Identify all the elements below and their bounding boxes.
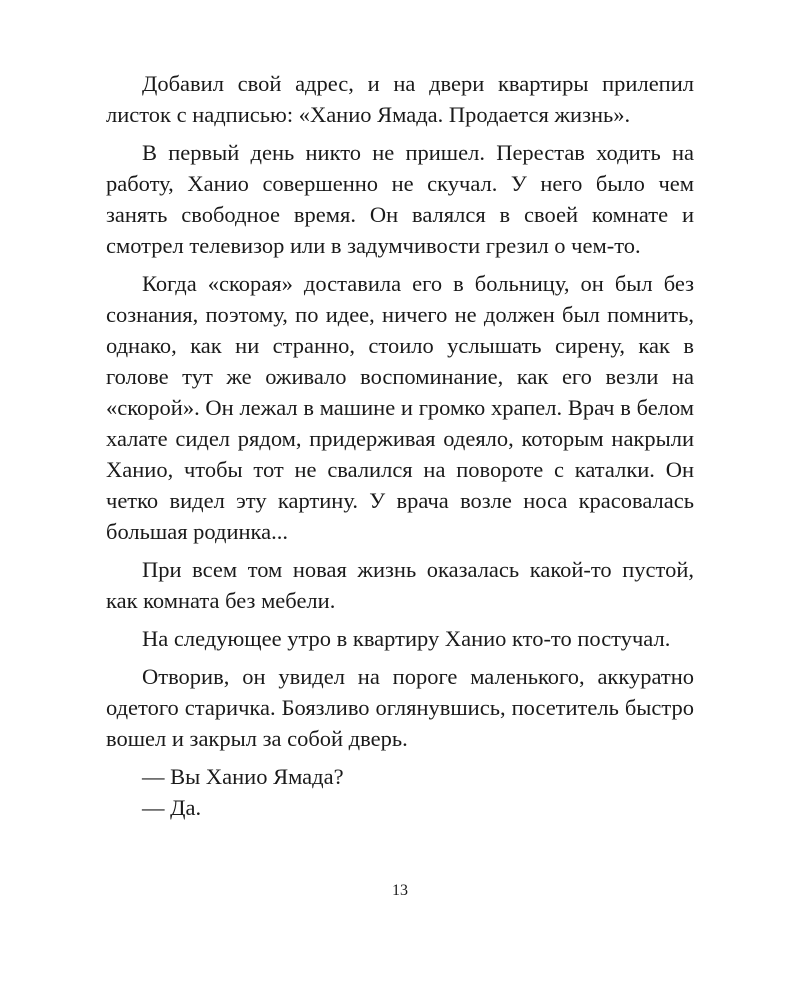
paragraph: В первый день никто не пришел. Перестав ходить на работу, Ханио совершенно не скучал. У него было чем занять свободное время. Он валялся в своей комнате и смотрел телевизор или в задумчивости грезил о чем-то. [106,140,694,258]
page-body [106,68,694,823]
dialog-line: — Да. [142,795,202,820]
paragraph: Отворив, он увидел на пороге маленького, аккуратно одетого старичка. Боязливо оглянувшись, посетитель быстро вошел и закрыл за собой дверь. [106,664,694,751]
paragraph: Когда «скорая» доставила его в больницу, он был без сознания, поэтому, по идее, ничего не должен был помнить, однако, как ни странно, стоило услышать сирену, как в голове тут же оживало воспоминание, как его везли на «скорой». Он лежал в машине и громко храпел. Врач в белом халате сидел рядом, придерживая одеяло, которым накрыли Ханио, чтобы тот не свалился на повороте с каталки. Он четко видел эту картину. У врача возле носа красовалась большая родинка... [106,271,694,544]
page-number: 13 [392,882,408,899]
dialog-line: — Вы Ханио Ямада? [142,764,344,789]
paragraph: На следующее утро в квартиру Ханио кто-то постучал. [142,626,671,651]
paragraph: При всем том новая жизнь оказалась какой-то пустой, как комната без мебели. [106,557,694,613]
paragraph: Добавил свой адрес, и на двери квартиры прилепил листок с надписью: «Ханио Ямада. Продается жизнь». [106,71,694,127]
